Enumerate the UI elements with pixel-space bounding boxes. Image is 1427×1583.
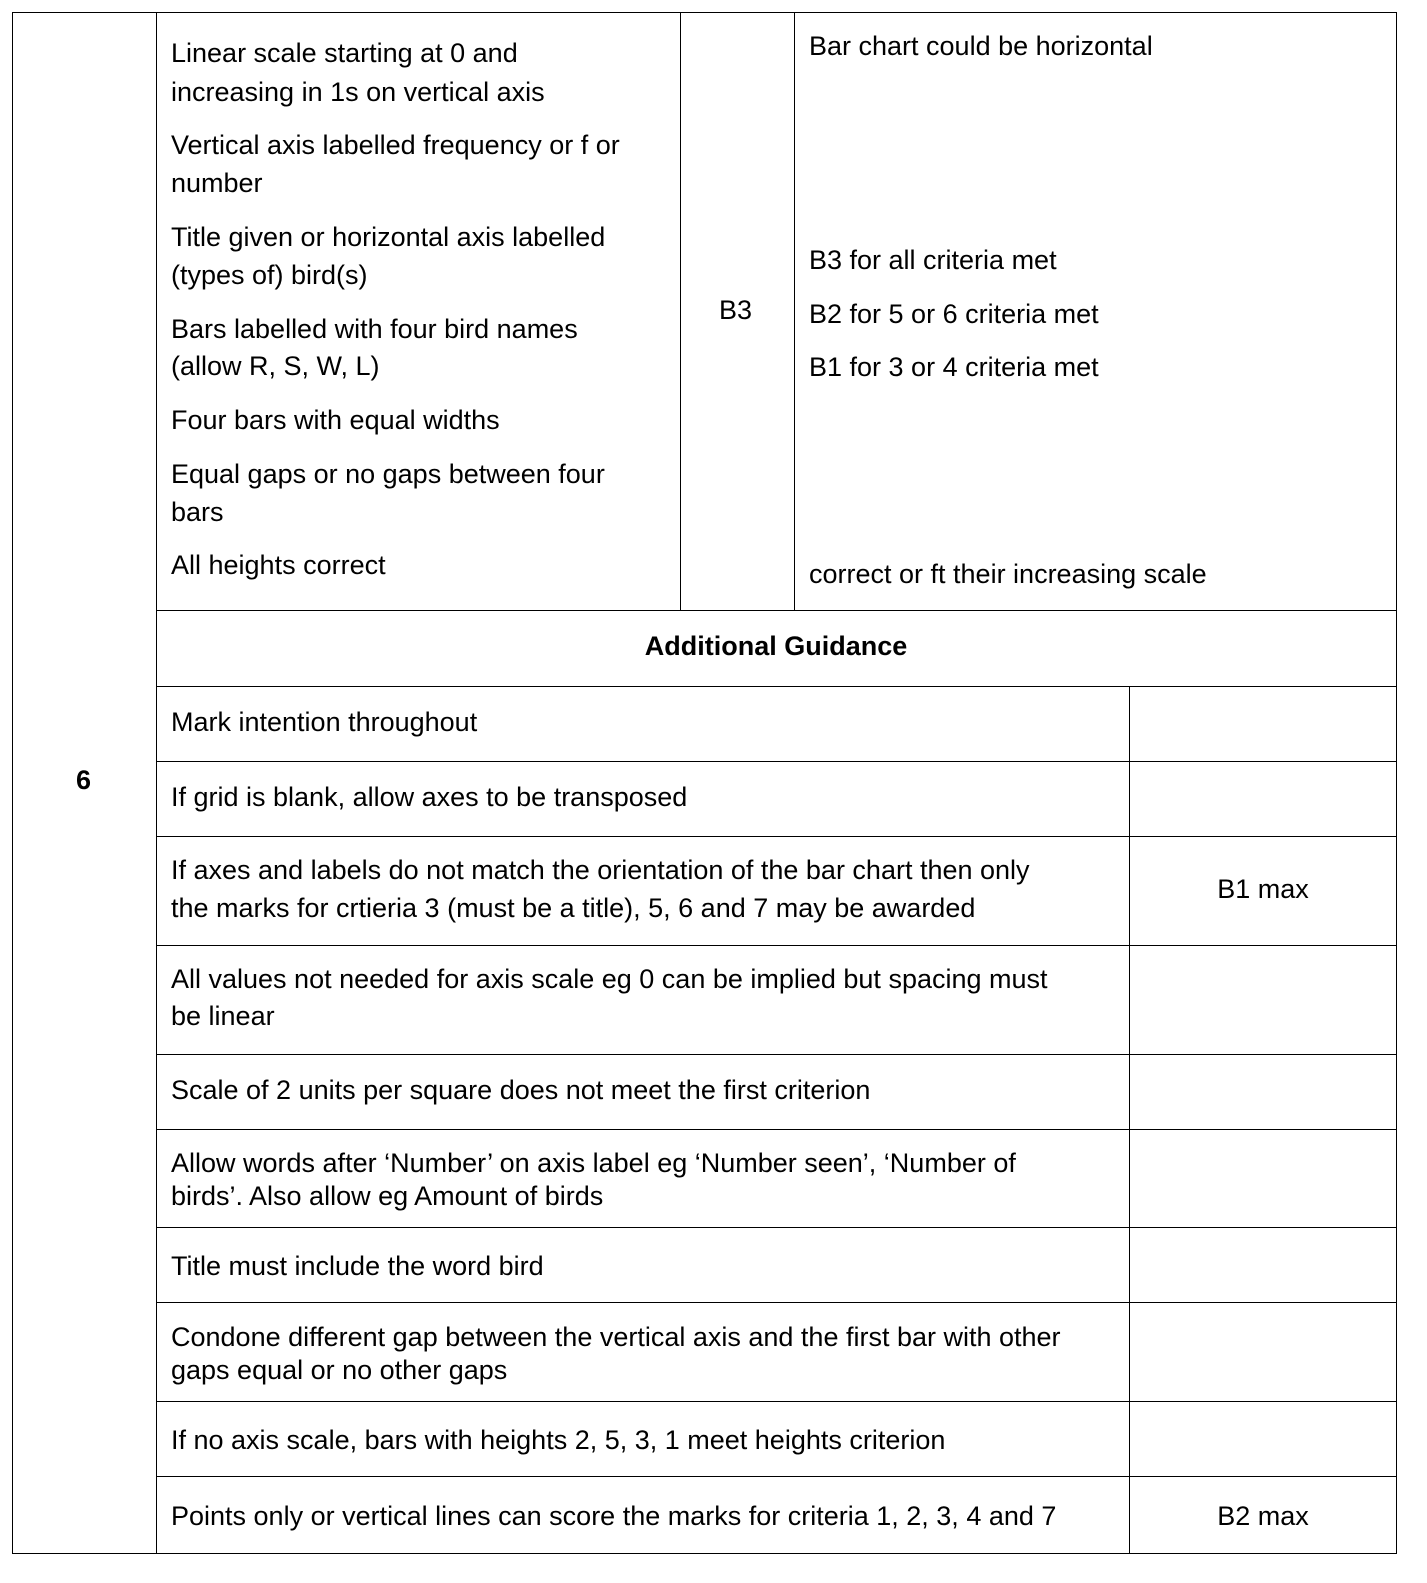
table-border-top bbox=[12, 12, 1397, 13]
mark-comment-divider bbox=[794, 12, 795, 611]
guidance-8-text-line-2: gaps equal or no other gaps bbox=[171, 1355, 508, 1385]
question-column-divider bbox=[156, 12, 157, 1554]
guidance-mark-divider bbox=[1129, 686, 1130, 1554]
comment-b2: B2 for 5 or 6 criteria met bbox=[809, 299, 1099, 329]
criterion-7-line-1: All heights correct bbox=[171, 550, 386, 580]
criterion-3-line-1: Title given or horizontal axis labelled bbox=[171, 222, 606, 252]
guidance-10-text: Points only or vertical lines can score the marks for criteria 1, 2, 3, 4 and 7 bbox=[171, 1501, 1057, 1531]
guidance-1-text: Mark intention throughout bbox=[171, 707, 478, 737]
table-border-left bbox=[12, 12, 13, 1554]
guidance-3-text-line-2: the marks for crtieria 3 (must be a title), 5, 6 and 7 may be awarded bbox=[171, 893, 976, 923]
guidance-8-text-line-1: Condone different gap between the vertical axis and the first bar with other bbox=[171, 1322, 1061, 1352]
guidance-4-text-line-2: be linear bbox=[171, 1001, 275, 1031]
guidance-heading-rule bbox=[156, 686, 1397, 687]
question-number: 6 bbox=[76, 765, 92, 795]
guidance-row-rule bbox=[156, 761, 1397, 762]
criterion-3-line-2: (types of) bird(s) bbox=[171, 260, 368, 290]
guidance-9-text: If no axis scale, bars with heights 2, 5, 3, 1 meet heights criterion bbox=[171, 1425, 946, 1455]
guidance-row-rule bbox=[156, 836, 1397, 837]
criteria-mark-divider bbox=[680, 12, 681, 611]
comment-ft: correct or ft their increasing scale bbox=[809, 559, 1207, 589]
mark-b3: B3 bbox=[719, 295, 753, 325]
comment-horizontal: Bar chart could be horizontal bbox=[809, 31, 1153, 61]
criterion-1-line-1: Linear scale starting at 0 and bbox=[171, 38, 518, 68]
criterion-4-line-1: Bars labelled with four bird names bbox=[171, 314, 578, 344]
criterion-4-line-2: (allow R, S, W, L) bbox=[171, 351, 380, 381]
guidance-row-rule bbox=[156, 945, 1397, 946]
comment-b1: B1 for 3 or 4 criteria met bbox=[809, 352, 1099, 382]
guidance-6-text-line-1: Allow words after ‘Number’ on axis label eg ‘Number seen’, ‘Number of bbox=[171, 1148, 1016, 1178]
criterion-6-line-2: bars bbox=[171, 497, 224, 527]
comment-b3: B3 for all criteria met bbox=[809, 245, 1057, 275]
guidance-6-text-line-2: birds’. Also allow eg Amount of birds bbox=[171, 1181, 604, 1211]
criterion-2-line-2: number bbox=[171, 168, 263, 198]
criteria-bottom-rule bbox=[156, 610, 1397, 611]
guidance-row-rule bbox=[156, 1227, 1397, 1228]
guidance-row-rule bbox=[156, 1129, 1397, 1130]
criterion-1-line-2: increasing in 1s on vertical axis bbox=[171, 77, 545, 107]
guidance-row-rule bbox=[156, 1302, 1397, 1303]
criterion-6-line-1: Equal gaps or no gaps between four bbox=[171, 459, 605, 489]
guidance-row-rule bbox=[156, 1054, 1397, 1055]
guidance-row-rule bbox=[156, 1401, 1397, 1402]
guidance-4-text-line-1: All values not needed for axis scale eg 0 can be implied but spacing must bbox=[171, 964, 1048, 994]
table-border-bottom bbox=[12, 1553, 1397, 1554]
guidance-7-text: Title must include the word bird bbox=[171, 1251, 544, 1281]
guidance-3-text-line-1: If axes and labels do not match the orientation of the bar chart then only bbox=[171, 855, 1030, 885]
guidance-2-text: If grid is blank, allow axes to be transposed bbox=[171, 782, 688, 812]
criterion-2-line-1: Vertical axis labelled frequency or f or bbox=[171, 130, 620, 160]
guidance-3-mark: B1 max bbox=[1217, 874, 1309, 904]
guidance-10-mark: B2 max bbox=[1217, 1501, 1309, 1531]
guidance-5-text: Scale of 2 units per square does not meet the first criterion bbox=[171, 1075, 871, 1105]
guidance-row-rule bbox=[156, 1476, 1397, 1477]
criterion-5-line-1: Four bars with equal widths bbox=[171, 405, 500, 435]
table-border-right bbox=[1396, 12, 1397, 1554]
guidance-heading: Additional Guidance bbox=[644, 631, 908, 661]
